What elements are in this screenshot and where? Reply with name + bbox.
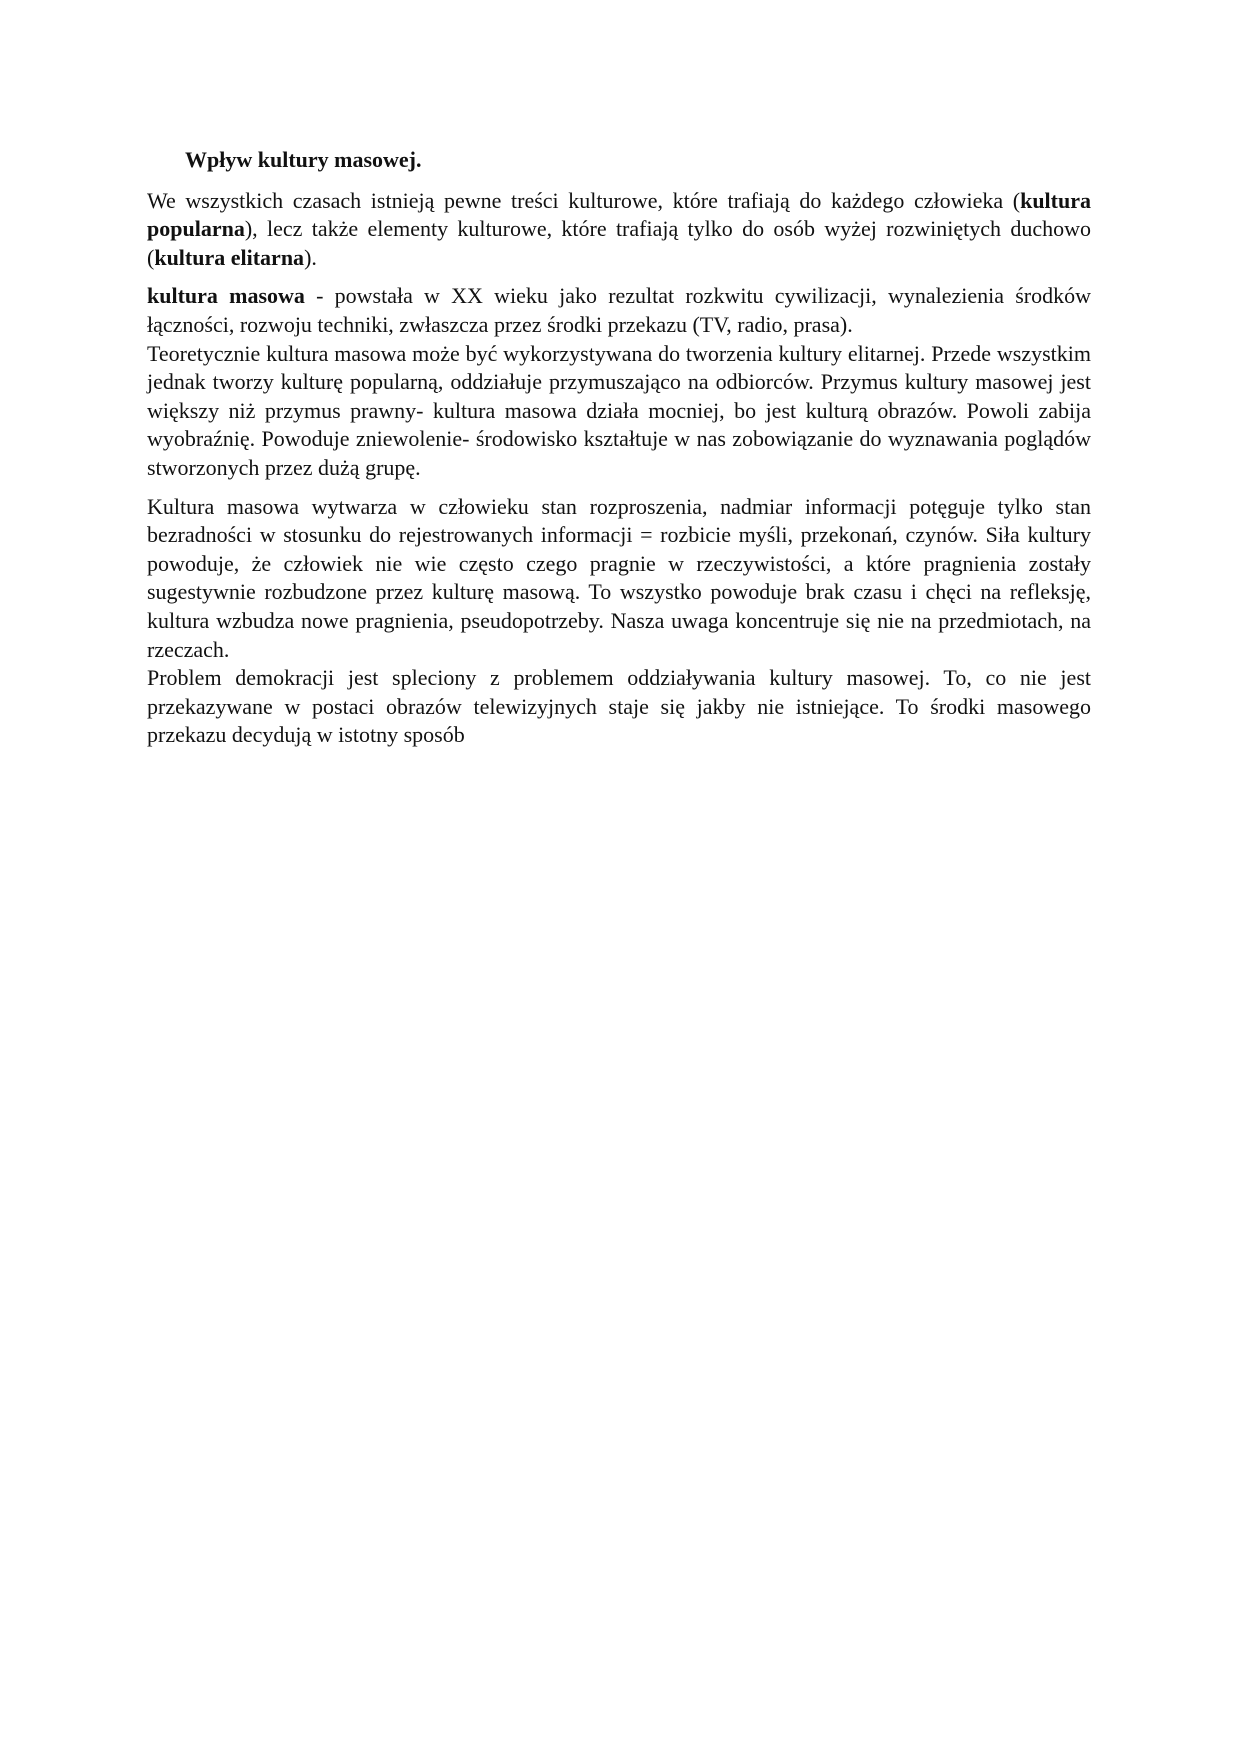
term-kultura-masowa: kultura masowa bbox=[147, 283, 305, 309]
paragraph-effects: Kultura masowa wytwarza w człowieku stan rozproszenia, nadmiar informacji potęguje tylko stan bezradności w stosunku do rejestrowanych informacji = rozbicie myśli, przekonań, czynów. Siła kultury powoduje, że człowiek nie wie często czego pragnie w rzeczywistości, a które pragnienia zostały sugestywnie rozbudzone przez kulturę masową. To wszystko powoduje brak czasu i chęci na refleksję, kultura wzbudza nowe pragnienia, pseudopotrzeby. Nasza uwaga koncentruje się nie na przedmiotach, na rzeczach. bbox=[147, 493, 1091, 662]
paragraph-text: We wszystkich czasach istnieją pewne treści kulturowe, które trafiają do każdego człowieka ( bbox=[147, 187, 1021, 213]
paragraph-democracy: Problem demokracji jest spleciony z problemem oddziaływania kultury masowej. To, co nie jest przekazywane w postaci obrazów telewizyjnych staje się jakby nie istniejące. To środki masowego przekazu decydują w istotny sposób bbox=[147, 665, 1091, 748]
document-body bbox=[147, 146, 1091, 750]
document-title: Wpływ kultury masowej. bbox=[185, 147, 422, 172]
term-kultura-elitarna: kultura elitarna bbox=[154, 244, 305, 270]
paragraph-text: ). bbox=[304, 244, 317, 270]
paragraph-theory: Teoretycznie kultura masowa może być wykorzystywana do tworzenia kultury elitarnej. Przede wszystkim jednak tworzy kulturę popularną, oddziałuje przymuszająco na odbiorców. Przymus kultury masowej jest większy niż przymus prawny- kultura masowa działa mocniej, bo jest kulturą obrazów. Powoli zabija wyobraźnię. Powoduje zniewolenie- środowisko kształtuje w nas zobowiązanie do wyznawania poglądów stworzonych przez dużą grupę. bbox=[147, 340, 1091, 480]
paragraph-text: ), lecz także elementy kulturowe, które trafiają tylko do osób wyżej rozwiniętych duchowo ( bbox=[147, 216, 1091, 270]
paragraph-text: - powstała w XX wieku jako rezultat rozkwitu cywilizacji, wynalezienia środków łączności, rozwoju techniki, zwłaszcza przez środki przekazu (TV, radio, prasa). bbox=[147, 283, 1092, 337]
paragraph-definition bbox=[147, 282, 1091, 339]
paragraph-intro bbox=[147, 187, 1091, 273]
term-kultura-popularna: kultura popularna bbox=[147, 187, 1091, 242]
